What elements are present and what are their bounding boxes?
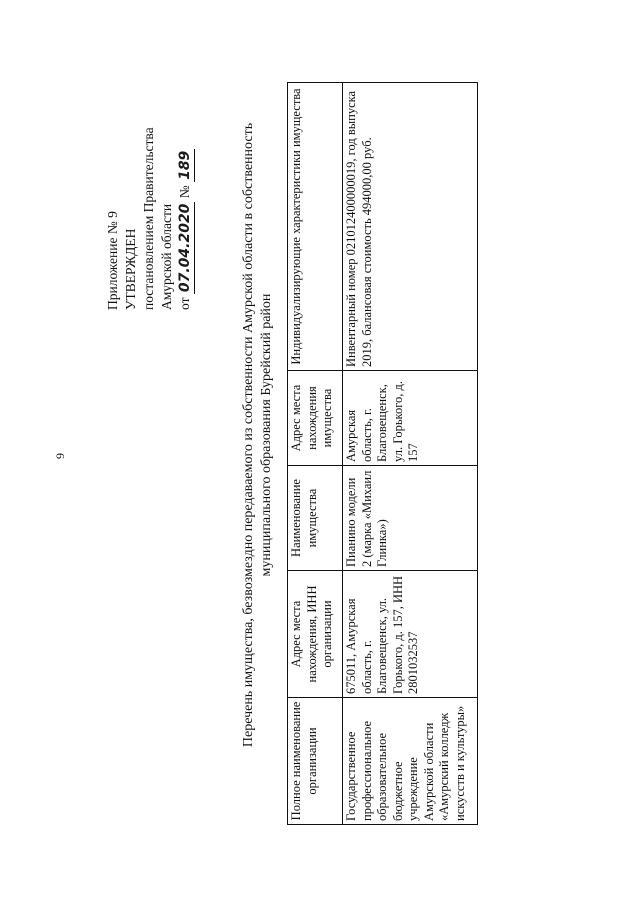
page-number: 9 — [53, 453, 67, 459]
region-label: Амурской области — [159, 203, 174, 310]
table-row — [343, 83, 478, 825]
document-title — [240, 115, 276, 755]
property-table — [287, 82, 478, 825]
header-org-address: Адрес места нахождения, ИНН организации — [288, 571, 343, 698]
header-org-name: Полное наименование организации — [288, 698, 343, 825]
date-prefix: от — [177, 297, 192, 310]
title-line-2: муниципального образования Бурейский район — [259, 293, 274, 577]
date-number-line — [176, 70, 195, 310]
cell-property-address: Амурская область, г. Благовещенск, ул. Горького, д. 157 — [343, 371, 478, 466]
handwritten-number: 189 — [177, 150, 193, 180]
header-characteristics: Индивидуализирующие характеристики имущества — [288, 83, 343, 371]
resolution-label: постановлением Правительства — [141, 127, 156, 310]
approval-block — [104, 70, 195, 310]
cell-characteristics: Инвентарный номер 021012400000019, год выпуска 2019, балансовая стоимость 494000,00 руб. — [343, 83, 478, 371]
cell-org-address: 675011, Амурская область, г. Благовещенск, ул. Горького, д. 157, ИНН 2801032537 — [343, 571, 478, 698]
approved-label: УТВЕРЖДЕН — [123, 228, 138, 310]
handwritten-date: 07.04.2020 — [177, 203, 193, 293]
title-line-1: Перечень имущества, безвозмездно передаваемого из собственности Амурской области в собственность — [241, 122, 256, 748]
table-header-row — [288, 83, 343, 825]
cell-property-name: Пианино модели 2 (марка «Михаил Глинка») — [343, 466, 478, 571]
header-property-address: Адрес места нахождения имущества — [288, 371, 343, 466]
header-property-name: Наименование имущества — [288, 466, 343, 571]
cell-org-name: Государственное профессиональное образовательное бюджетное учреждение Амурской области «Амурский колледж искусств и культуры» — [343, 698, 478, 825]
number-prefix: № — [177, 185, 192, 199]
appendix-label: Приложение № 9 — [105, 211, 120, 310]
